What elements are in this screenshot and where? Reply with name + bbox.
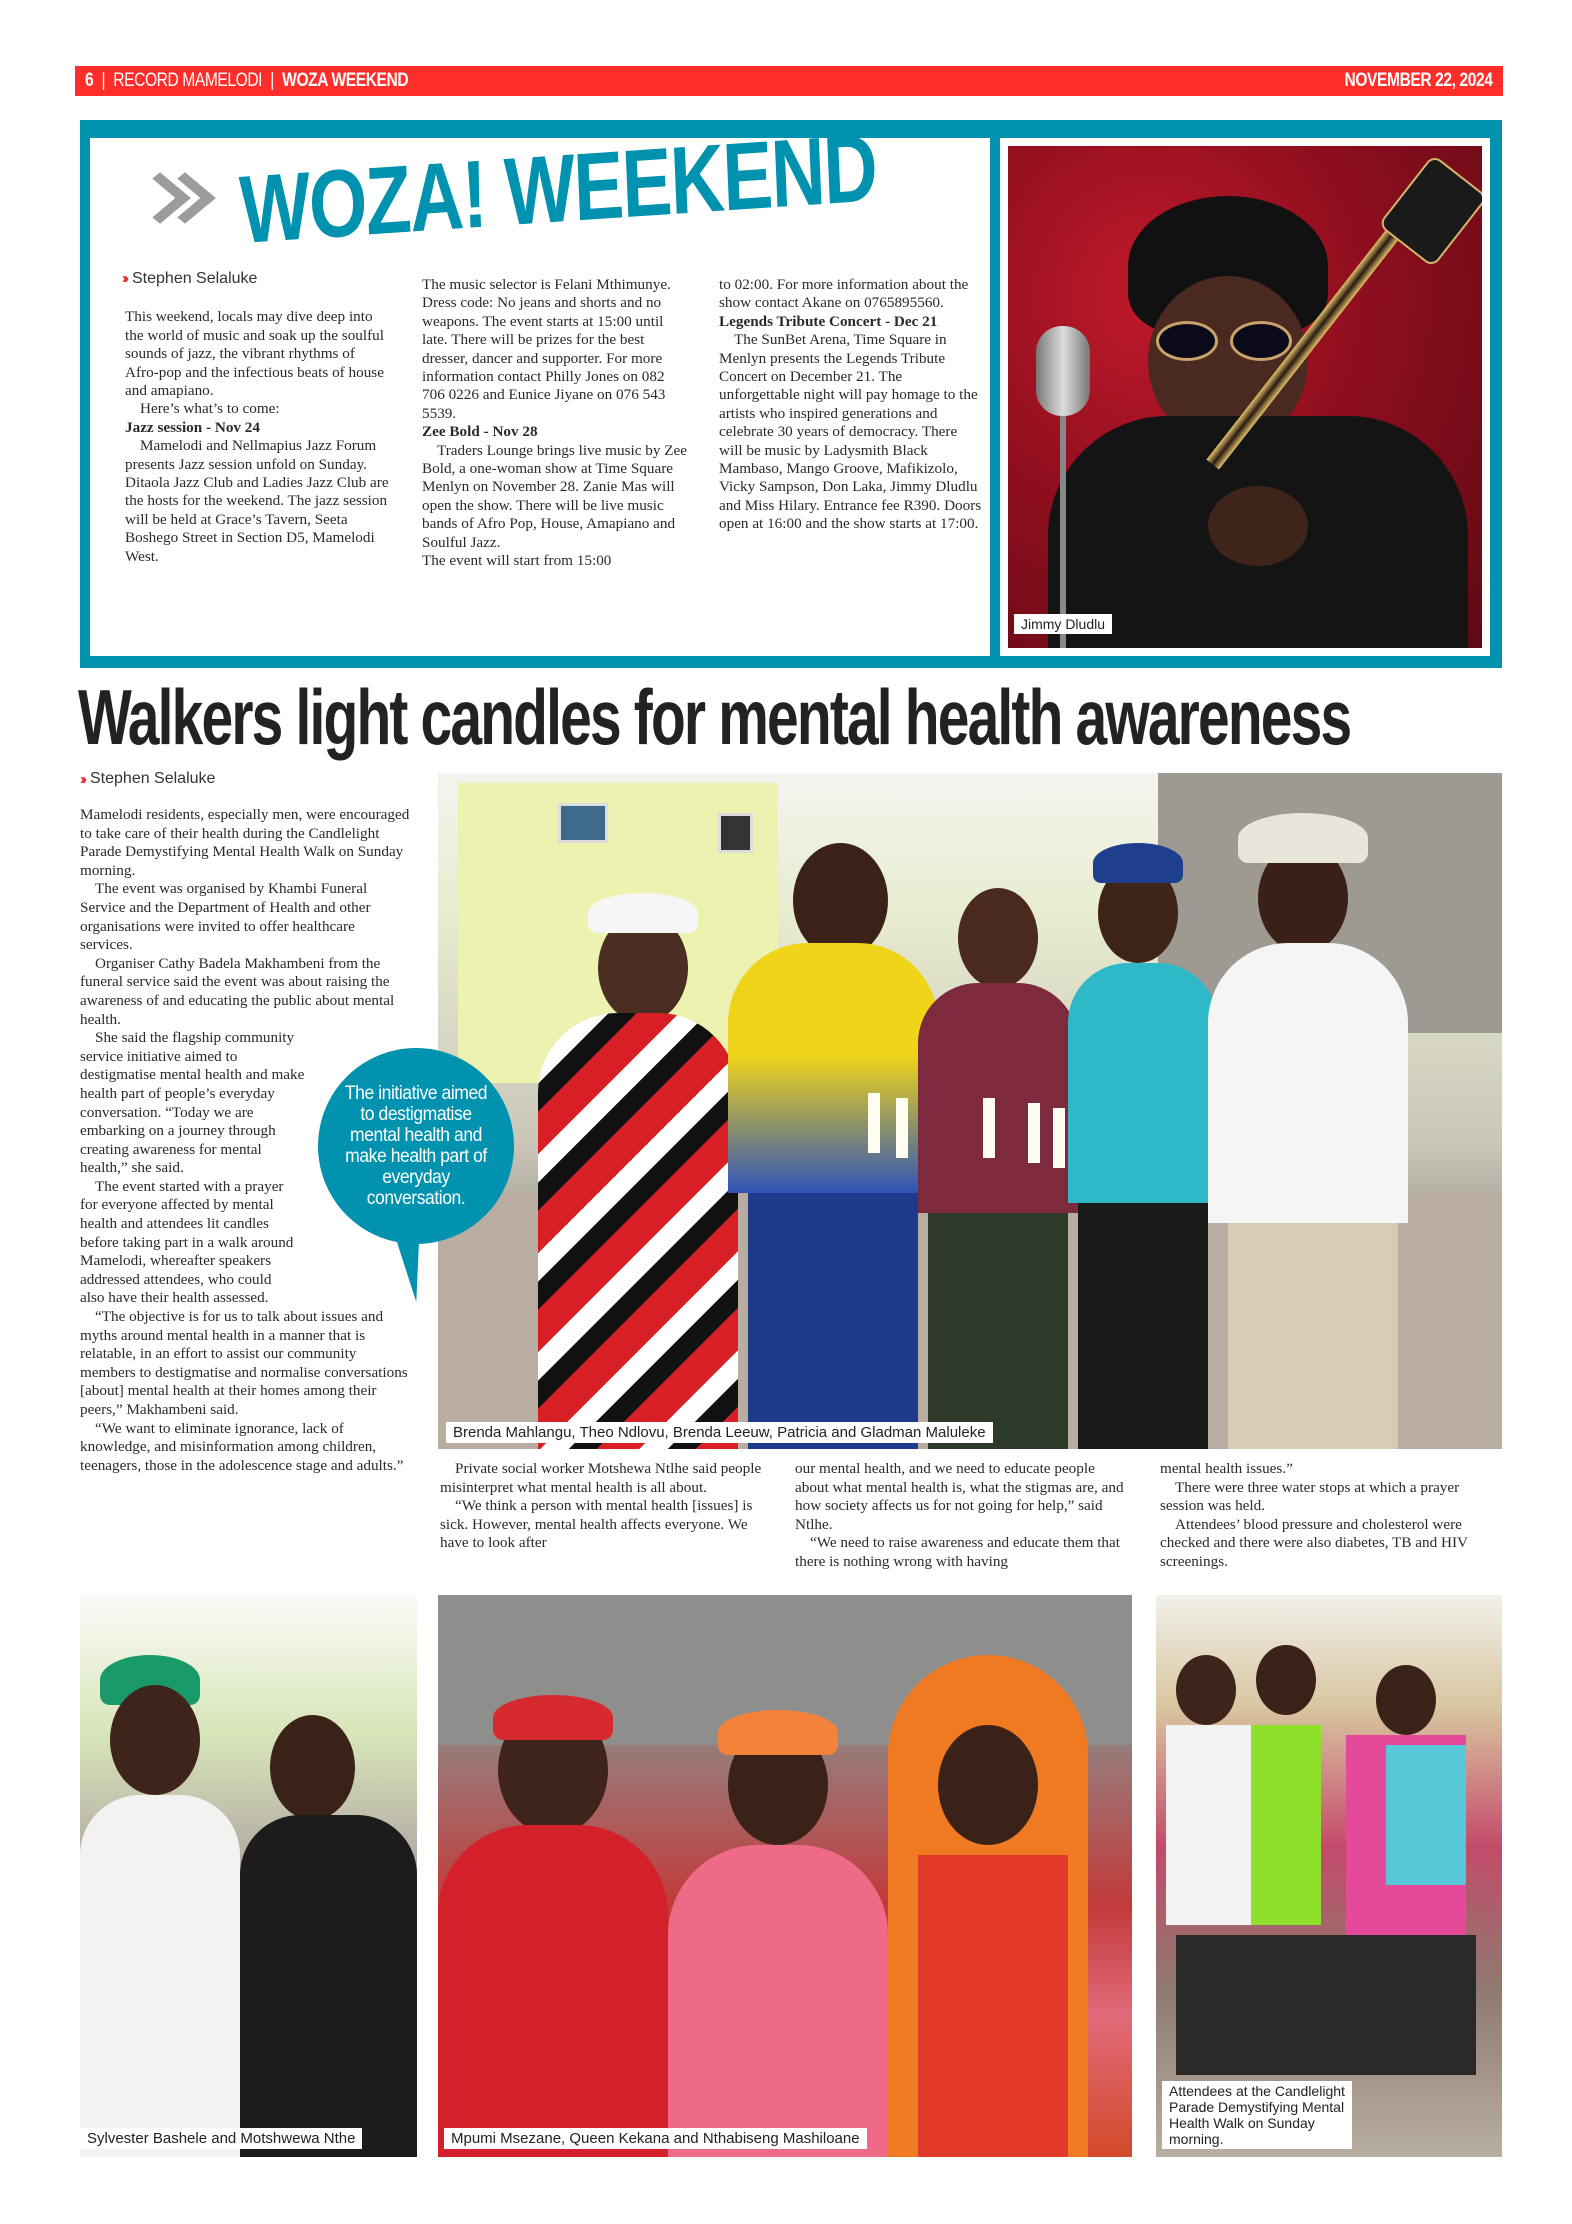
sunglasses-right — [1230, 321, 1292, 361]
pink-shirt — [668, 1845, 888, 2157]
main-article-photo — [438, 773, 1502, 1449]
bucket-hat — [1238, 813, 1368, 863]
event-body-jazz-session-cont: The music selector is Felani Mthimunye. Dress code: No jeans and shorts and no weapons. The event starts at 15:00 until late. There will be prizes for the best dresser, dancer and supporter. For more information contact Philly Jones on 082 706 0226 and Eunice Jiyane on 076 543 5539. — [422, 276, 671, 422]
woza-column-2 — [422, 276, 687, 571]
article-column-3 — [795, 1460, 1130, 1572]
event-time-zee-bold: The event will start from 15:00 — [422, 552, 612, 570]
person-head — [270, 1715, 355, 1820]
blue-top — [1386, 1745, 1466, 1885]
photo-attendees-walk — [1156, 1595, 1502, 2157]
header-left — [85, 70, 408, 92]
lead-paragraph: Here’s what’s to come: — [140, 400, 280, 418]
event-heading-zee-bold: Zee Bold - Nov 28 — [422, 423, 538, 441]
section-name: WOZA WEEKEND — [282, 70, 409, 91]
woza-weekend-title: WOZA! WEEKEND — [237, 114, 879, 264]
woza-column-1 — [122, 270, 390, 571]
double-chevron-right-icon — [140, 166, 220, 246]
white-apron — [1166, 1725, 1256, 1925]
black-pants — [1078, 1203, 1208, 1449]
woza-weekend-masthead — [140, 114, 1057, 264]
window — [718, 813, 753, 853]
person-head — [110, 1685, 200, 1795]
woza-weekend-panel — [80, 114, 1502, 668]
white-visor — [588, 893, 698, 933]
article-column-2 — [440, 1460, 775, 1553]
person-head — [1176, 1655, 1236, 1725]
photo-caption: Attendees at the Candlelight Parade Demystifying Mental Health Walk on Sunday morning. — [1162, 2081, 1352, 2149]
blue-pants — [748, 1193, 918, 1449]
article-paragraph: “The objective is for us to talk about issues and myths around mental health in a manner that is relatable, in an effort to assist our community members to destigmatise and normalise conversations [about] mental health at their homes among their peers,” Makhambeni said. — [80, 1308, 408, 1418]
event-body-zee-bold: Traders Lounge brings live music by Zee Bold, a one-woman show at Time Square Menlyn on November 28. Zanie Mas will open the show. There will be live music bands of Afro Pop, House, Amapiano and Soulful Jazz. — [422, 441, 687, 551]
issue-date: NOVEMBER 22, 2024 — [1344, 70, 1493, 91]
jimmy-dludlu-photo — [1008, 146, 1482, 648]
blue-cap — [1093, 843, 1183, 883]
candle — [1053, 1108, 1065, 1168]
woza-weekend-columns — [122, 270, 985, 571]
candle — [983, 1098, 995, 1158]
article-column-4 — [1160, 1460, 1495, 1572]
article-paragraph: Private social worker Motshewa Ntlhe said people misinterpret what mental health is all about. — [440, 1460, 762, 1496]
white-tshirt — [1208, 943, 1408, 1223]
pull-quote-text: The initiative aimed to destigmatise mental health and make health part of everyday conversation. — [344, 1082, 488, 1209]
green-top — [1251, 1725, 1321, 1925]
article-paragraph: Attendees’ blood pressure and cholesterol were checked and there were also diabetes, TB and HIV screenings. — [1160, 1515, 1468, 1570]
article-headline: Walkers light candles for mental health awareness — [78, 673, 1351, 761]
event-body-zee-bold-cont: to 02:00. For more information about the show contact Akane on 0765895560. — [719, 276, 969, 312]
person-head — [1256, 1645, 1316, 1715]
header-separator: | — [101, 70, 106, 91]
striped-dress — [538, 1013, 738, 1449]
candle — [896, 1098, 908, 1158]
article-paragraph: Organiser Cathy Badela Makhambeni from the funeral service said the event was about raising the awareness of and educating the public about mental health. — [80, 954, 395, 1028]
jimmy-dludlu-photo-frame — [1000, 138, 1490, 656]
byline-author: Stephen Selaluke — [90, 770, 216, 787]
publication-name: RECORD MAMELODI — [113, 70, 263, 91]
article-paragraph: She said the flagship community service initiative aimed to destigmatise mental health and make health part of people’s everyday conversation. “Today we are embarking on a journey through creating awareness for mental health,” she said. — [80, 1029, 305, 1177]
article-paragraph: There were three water stops at which a prayer session was held. — [1160, 1478, 1460, 1515]
woza-column-3 — [719, 276, 984, 571]
woza-weekend-content — [90, 114, 990, 656]
event-body-jazz-session: Mamelodi and Nellmapius Jazz Forum presents Jazz session unfold on Sunday. Ditaola Jazz Club and Ladies Jazz Club are the hosts for the weekend. The jazz session will be held at Grace’s Tavern, Seeta Boshego Street in Section D5, Mamelodi West. — [125, 437, 389, 565]
photo-mpumi-queen-nthabiseng — [438, 1595, 1132, 2157]
guitar-headstock — [1378, 154, 1482, 268]
article-paragraph: “We need to raise awareness and educate them that there is nothing wrong with having — [795, 1534, 1120, 1570]
double-chevron-right-icon: ›› — [122, 270, 126, 287]
person-head — [938, 1725, 1038, 1845]
window — [558, 803, 608, 843]
event-heading-jazz-session: Jazz session - Nov 24 — [125, 418, 260, 436]
byline — [122, 270, 390, 288]
article-paragraph: “We want to eliminate ignorance, lack of knowledge, and misinformation among children, teenagers, those in the adolescence stage and adults.” — [80, 1419, 404, 1474]
page-number: 6 — [85, 70, 94, 91]
byline-author: Stephen Selaluke — [132, 270, 258, 287]
red-cap — [493, 1695, 613, 1740]
pants — [928, 1213, 1068, 1449]
candle — [868, 1093, 880, 1153]
header-separator: | — [270, 70, 274, 91]
article-paragraph: “We think a person with mental health [issues] is sick. However, mental health affects everyone. We have to look after — [440, 1497, 753, 1552]
khaki-shorts — [1228, 1223, 1398, 1449]
red-shirt — [438, 1825, 668, 2157]
article-byline — [80, 770, 215, 788]
intro-paragraph: This weekend, locals may dive deep into the world of music and soak up the soulful sounds of jazz, the vibrant rhythms of Afro-pop and the infectious beats of house and amapiano. — [125, 308, 384, 400]
orange-cap — [718, 1710, 838, 1755]
crowd-legs — [1176, 1935, 1476, 2075]
white-shirt — [80, 1795, 240, 2157]
event-heading-legends-tribute: Legends Tribute Concert - Dec 21 — [719, 312, 938, 330]
red-top — [918, 1855, 1068, 2157]
person-head — [793, 843, 888, 958]
black-jacket — [240, 1815, 417, 2157]
sunglasses-left — [1156, 321, 1218, 361]
photo-caption: Mpumi Msezane, Queen Kekana and Nthabiseng Mashiloane — [444, 2128, 867, 2149]
photo-sylvester-motshwewa — [80, 1595, 417, 2157]
candle — [1028, 1103, 1040, 1163]
maroon-top — [918, 983, 1078, 1213]
article-paragraph: The event started with a prayer for everyone affected by mental health and attendees lit candles before taking part in a walk around Mamelodi, whereafter speakers addressed attendees, who could also have their health assessed. — [80, 1177, 294, 1307]
article-paragraph: Mamelodi residents, especially men, were encouraged to take care of their health during the Candlelight Parade Demystifying Mental Health Walk on Sunday morning. — [80, 806, 410, 879]
double-chevron-right-icon: ›› — [80, 770, 84, 788]
photo-caption: Brenda Mahlangu, Theo Ndlovu, Brenda Leeuw, Patricia and Gladman Maluleke — [446, 1422, 993, 1443]
article-paragraph: The event was organised by Khambi Funeral Service and the Department of Health and other organisations were invited to offer healthcare services. — [80, 880, 371, 954]
photo-caption: Jimmy Dludlu — [1014, 614, 1112, 634]
person-head — [958, 888, 1038, 988]
photo-caption: Sylvester Bashele and Motshwewa Nthe — [80, 2128, 362, 2149]
event-body-legends-tribute: The SunBet Arena, Time Square in Menlyn presents the Legends Tribute Concert on December 21. The unforgettable night will pay homage to the artists who inspired generations and celebrate 30 years of democracy. There will be music by Ladysmith Black Mambaso, Mango Groove, Mafikizolo, Vicky Sampson, Don Laka, Jimmy Dludlu and Miss Hilary. Entrance fee R390. Doors open at 16:00 and the show starts at 17:00. — [719, 331, 982, 533]
article-paragraph: our mental health, and we need to educate people about what mental health is, what the stigmas are, and how society affects us for not going for help,” said Ntlhe. — [795, 1460, 1124, 1533]
page-header-bar — [75, 66, 1503, 96]
hand-shape — [1208, 486, 1308, 566]
article-paragraph: mental health issues.” — [1160, 1460, 1293, 1477]
microphone-icon — [1036, 326, 1090, 416]
person-head — [1376, 1665, 1436, 1735]
teal-top — [1068, 963, 1218, 1203]
pull-quote-bubble — [318, 1048, 514, 1244]
